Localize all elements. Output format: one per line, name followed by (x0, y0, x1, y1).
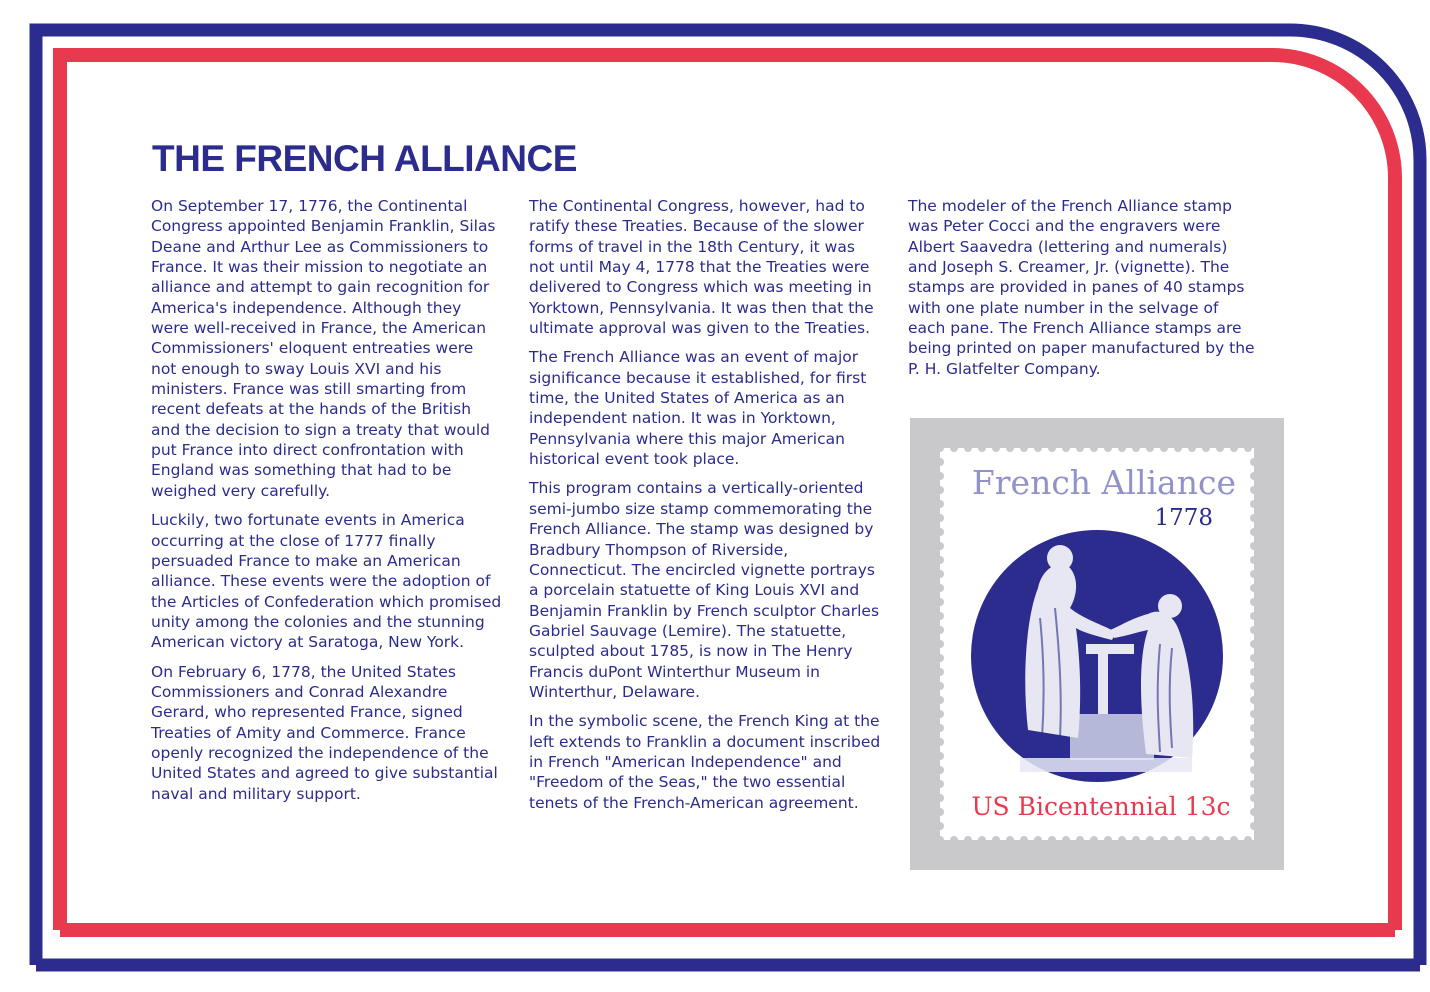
paragraph: The modeler of the French Alliance stamp was Peter Cocci and the engravers were Albert Saavedra (lettering and numerals) and Joseph S. Creamer, Jr. (vignette). The stamps are provided in panes of 40 stamps with one plate number in the selvage of each pane. The French Alliance stamps are being printed on paper manufactured by the P. H. Glatfelter Company. (908, 197, 1255, 378)
text-column-2 (529, 196, 885, 822)
stamp-caption: US Bicentennial 13c (971, 792, 1231, 821)
text-column-3 (908, 196, 1258, 388)
paragraph: Luckily, two fortunate events in America occurring at the close of 1777 finally persuaded France to make an American alliance. These events were the adoption of the Articles of Confederation which promised unity among the colonies and the stunning American victory at Saratoga, New York. (151, 511, 502, 652)
text-column-1 (151, 196, 503, 813)
page-title: THE FRENCH ALLIANCE (152, 138, 577, 179)
stamp-image (910, 418, 1284, 870)
stamp-title: French Alliance (971, 463, 1236, 502)
paragraph: On September 17, 1776, the Continental Congress appointed Benjamin Franklin, Silas Deane and Arthur Lee as Commissioners to France. It was their mission to negotiate an alliance and attempt to gain recognition for America's independence. Although they were well-received in France, the American Commissioners' eloquent entreaties were not enough to sway Louis XVI and his ministers. France was still smarting from recent defeats at the hands of the British and the decision to sign a treaty that would put France into direct confrontation with England was something that had to be weighed very carefully. (151, 197, 496, 500)
stamp-year: 1778 (1154, 505, 1213, 531)
paragraph: The Continental Congress, however, had to ratify these Treaties. Because of the slower forms of travel in the 18th Century, it was not until May 4, 1778 that the Treaties were delivered to Congress which was meeting in Yorktown, Pennsylvania. It was then that the ultimate approval was given to the Treaties. (529, 197, 874, 338)
paragraph: This program contains a vertically-oriented semi-jumbo size stamp commemorating the French Alliance. The stamp was designed by Bradbury Thompson of Riverside, Connecticut. The encircled vignette portrays a porcelain statuette of King Louis XVI and Benjamin Franklin by French sculptor Charles Gabriel Sauvage (Lemire). The statuette, sculpted about 1785, is now in The Henry Francis duPont Winterthur Museum in Winterthur, Delaware. (529, 479, 880, 701)
paragraph: The French Alliance was an event of major significance because it established, for first time, the United States of America as an independent nation. It was in Yorktown, Pennsylvania where this major American historical event took place. (529, 348, 867, 469)
paragraph: On February 6, 1778, the United States Commissioners and Conrad Alexandre Gerard, who represented France, signed Treaties of Amity and Commerce. France openly recognized the independence of the United States and agreed to give substantial naval and military support. (151, 662, 498, 803)
paragraph: In the symbolic scene, the French King at the left extends to Franklin a document inscribed in French "American Independence" and "Freedom of the Seas," the two essential tenets of the French-American agreement. (529, 712, 881, 812)
